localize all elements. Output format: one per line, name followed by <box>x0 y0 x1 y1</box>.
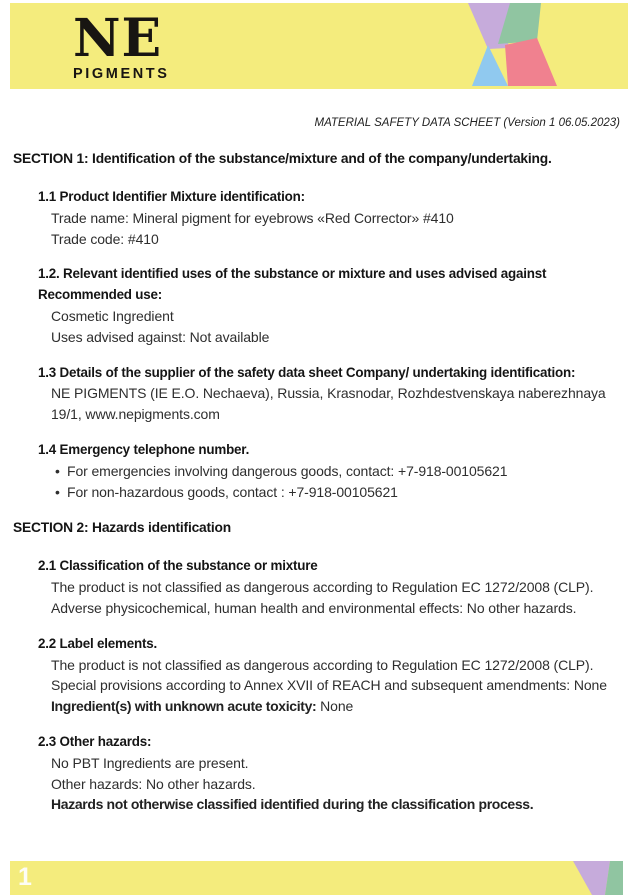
uses-advised-against-line: Uses advised against: Not available <box>51 328 270 345</box>
subsection-1-2 <box>38 264 625 347</box>
supplier-line-2: 19/1, www.nepigments.com <box>51 406 220 423</box>
brand-logo <box>73 8 170 82</box>
subsection-1-1 <box>38 187 625 249</box>
emergency-bullet-1 <box>55 461 625 482</box>
lavender-trapezoid-icon <box>573 861 610 895</box>
trade-name-line: Trade name: Mineral pigment for eyebrows «Red Corrector» #410 <box>51 209 454 226</box>
label-elements-line-2: Special provisions according to Annex XVII of REACH and subsequent amendments: None <box>51 677 607 694</box>
brand-logo-pigments: PIGMENTS <box>73 66 170 82</box>
subsection-2-1-heading: 2.1 Classification of the substance or mixture <box>38 558 318 574</box>
header-decoration-shapes <box>460 3 628 89</box>
subsection-2-3-heading: 2.3 Other hazards: <box>38 733 152 749</box>
supplier-line-1: NE PIGMENTS (IE E.O. Nechaeva), Russia, Krasnodar, Rozhdestvenskaya naberezhnaya <box>51 385 606 402</box>
other-hazards-line-1: No PBT Ingredients are present. <box>51 754 249 771</box>
brand-logo-ne: NE <box>73 8 163 69</box>
subsection-2-2 <box>38 634 625 717</box>
subsection-1-2-heading-line2: Recommended use: <box>38 287 163 303</box>
subsection-1-3-heading: 1.3 Details of the supplier of the safety data sheet Company/ undertaking identification: <box>38 364 576 380</box>
classification-line-2: Adverse physicochemical, human health and environmental effects: No other hazards. <box>51 599 577 616</box>
subsection-2-3 <box>38 732 625 815</box>
other-hazards-line-2: Other hazards: No other hazards. <box>51 775 256 792</box>
subsection-1-1-heading: 1.1 Product Identifier Mixture identification: <box>38 189 305 204</box>
recommended-use-line: Cosmetic Ingredient <box>51 307 174 324</box>
subsection-1-3 <box>38 363 625 425</box>
label-elements-line-1: The product is not classified as dangerous according to Regulation EC 1272/2008 (CLP). <box>51 656 594 673</box>
subsection-1-4-heading: 1.4 Emergency telephone number. <box>38 441 250 457</box>
section-1-heading: SECTION 1: Identification of the substance/mixture and of the company/undertaking. <box>13 151 552 166</box>
page-number: 1 <box>18 863 32 891</box>
header-band <box>10 3 628 89</box>
blue-triangle-icon <box>472 45 508 86</box>
emergency-bullet-2-text: For non-hazardous goods, contact : +7-918-00105621 <box>67 483 398 500</box>
document-body <box>13 148 625 830</box>
classification-line-1: The product is not classified as dangerous according to Regulation EC 1272/2008 (CLP). <box>51 579 594 596</box>
pink-parallelogram-icon <box>505 38 557 86</box>
label-elements-line-3 <box>51 696 625 717</box>
doc-title: MATERIAL SAFETY DATA SCHEET (Version 1 06.05.2023) <box>314 117 620 129</box>
bullet-icon: • <box>55 483 60 500</box>
subsection-1-2-heading: 1.2. Relevant identified uses of the substance or mixture and uses advised against <box>38 266 547 282</box>
other-hazards-bold-line: Hazards not otherwise classified identified during the classification process. <box>51 796 534 813</box>
unknown-toxicity-value: None <box>316 698 354 715</box>
footer-band <box>10 861 623 895</box>
emergency-bullet-1-text: For emergencies involving dangerous goods, contact: +7-918-00105621 <box>67 462 508 479</box>
bullet-icon: • <box>55 462 60 479</box>
footer-decoration-shapes <box>570 861 623 895</box>
unknown-toxicity-label: Ingredient(s) with unknown acute toxicity: <box>51 698 317 715</box>
trade-code-line: Trade code: #410 <box>51 230 159 247</box>
subsection-2-1 <box>38 556 625 618</box>
subsection-2-2-heading: 2.2 Label elements. <box>38 635 158 651</box>
section-2-heading: SECTION 2: Hazards identification <box>13 520 232 536</box>
subsection-1-4 <box>38 440 625 502</box>
emergency-bullet-2 <box>55 482 625 503</box>
